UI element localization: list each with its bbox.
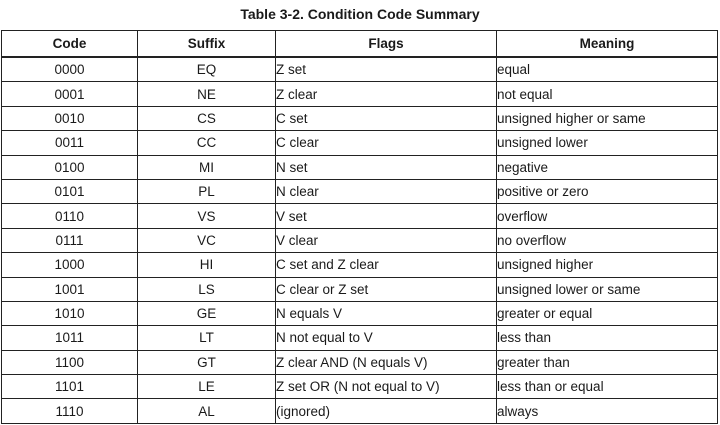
cell-meaning: unsigned lower	[497, 131, 718, 155]
column-header-code: Code	[2, 31, 138, 58]
cell-flags: N set	[276, 155, 497, 179]
condition-code-table	[1, 30, 718, 424]
cell-meaning: greater or equal	[497, 301, 718, 325]
table-row	[2, 399, 718, 423]
table-row	[2, 253, 718, 277]
cell-suffix: HI	[138, 253, 276, 277]
cell-code: 1001	[2, 277, 138, 301]
table-row	[2, 106, 718, 130]
cell-meaning: always	[497, 399, 718, 423]
cell-code: 0100	[2, 155, 138, 179]
cell-flags: C set and Z clear	[276, 253, 497, 277]
cell-flags: N equals V	[276, 301, 497, 325]
table-row	[2, 204, 718, 228]
cell-meaning: overflow	[497, 204, 718, 228]
cell-flags: V clear	[276, 228, 497, 252]
table-caption: Table 3-2. Condition Code Summary	[240, 6, 480, 22]
cell-suffix: LT	[138, 326, 276, 350]
cell-meaning: positive or zero	[497, 179, 718, 203]
cell-code: 1000	[2, 253, 138, 277]
cell-flags: Z clear AND (N equals V)	[276, 350, 497, 374]
cell-suffix: CS	[138, 106, 276, 130]
table-row	[2, 82, 718, 106]
cell-flags: C clear or Z set	[276, 277, 497, 301]
cell-suffix: GT	[138, 350, 276, 374]
cell-flags: V set	[276, 204, 497, 228]
column-header-suffix: Suffix	[138, 31, 276, 58]
cell-meaning: negative	[497, 155, 718, 179]
cell-flags: Z set OR (N not equal to V)	[276, 375, 497, 399]
cell-code: 0011	[2, 131, 138, 155]
table-row	[2, 375, 718, 399]
cell-meaning: unsigned higher	[497, 253, 718, 277]
cell-code: 0000	[2, 57, 138, 82]
column-header-meaning: Meaning	[497, 31, 718, 58]
cell-suffix: VC	[138, 228, 276, 252]
cell-code: 1101	[2, 375, 138, 399]
cell-meaning: no overflow	[497, 228, 718, 252]
cell-suffix: GE	[138, 301, 276, 325]
cell-flags: N clear	[276, 179, 497, 203]
table-row	[2, 131, 718, 155]
column-header-flags: Flags	[276, 31, 497, 58]
table-row	[2, 350, 718, 374]
cell-flags: (ignored)	[276, 399, 497, 423]
cell-meaning: unsigned higher or same	[497, 106, 718, 130]
cell-suffix: AL	[138, 399, 276, 423]
table-row	[2, 57, 718, 82]
table-row	[2, 326, 718, 350]
cell-meaning: equal	[497, 57, 718, 82]
cell-code: 1110	[2, 399, 138, 423]
cell-code: 0110	[2, 204, 138, 228]
cell-suffix: LS	[138, 277, 276, 301]
cell-flags: N not equal to V	[276, 326, 497, 350]
cell-flags: C clear	[276, 131, 497, 155]
cell-code: 0001	[2, 82, 138, 106]
cell-suffix: CC	[138, 131, 276, 155]
cell-code: 1010	[2, 301, 138, 325]
table-row	[2, 179, 718, 203]
table-row	[2, 155, 718, 179]
cell-meaning: less than or equal	[497, 375, 718, 399]
cell-code: 0101	[2, 179, 138, 203]
cell-code: 0111	[2, 228, 138, 252]
table-row	[2, 228, 718, 252]
cell-suffix: VS	[138, 204, 276, 228]
table-row	[2, 277, 718, 301]
cell-suffix: EQ	[138, 57, 276, 82]
cell-suffix: LE	[138, 375, 276, 399]
cell-flags: Z set	[276, 57, 497, 82]
cell-suffix: MI	[138, 155, 276, 179]
cell-suffix: NE	[138, 82, 276, 106]
table-row	[2, 301, 718, 325]
cell-code: 0010	[2, 106, 138, 130]
cell-meaning: unsigned lower or same	[497, 277, 718, 301]
cell-meaning: not equal	[497, 82, 718, 106]
cell-flags: Z clear	[276, 82, 497, 106]
cell-flags: C set	[276, 106, 497, 130]
cell-code: 1100	[2, 350, 138, 374]
cell-code: 1011	[2, 326, 138, 350]
cell-meaning: greater than	[497, 350, 718, 374]
cell-meaning: less than	[497, 326, 718, 350]
header-row	[2, 31, 718, 58]
cell-suffix: PL	[138, 179, 276, 203]
